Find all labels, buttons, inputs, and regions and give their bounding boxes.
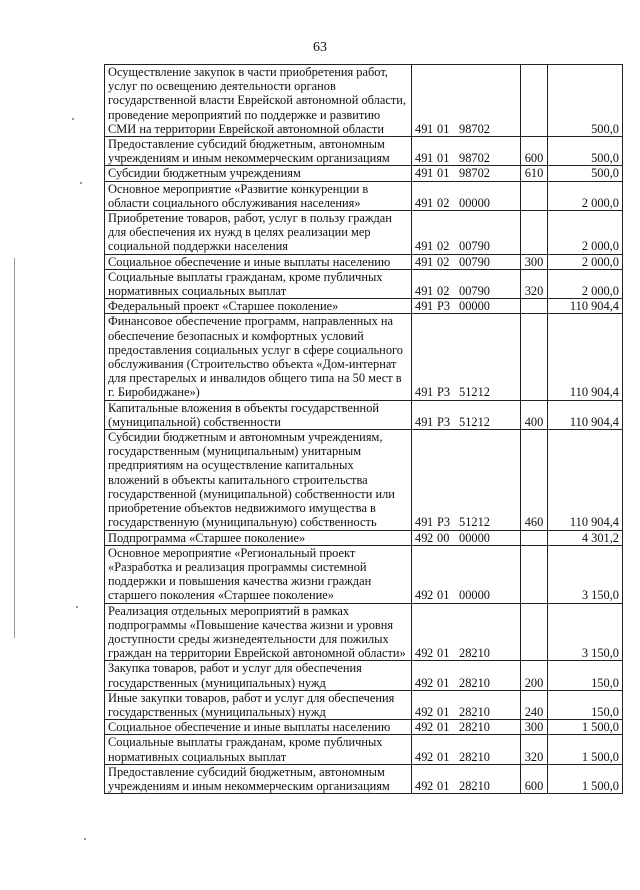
table-row xyxy=(105,211,623,255)
code-segment-c3: P3 xyxy=(437,414,451,429)
row-expense-type: 460 xyxy=(521,430,548,530)
row-target-code xyxy=(412,181,521,210)
code-segment-c3: 01 xyxy=(437,151,450,166)
scan-dot xyxy=(72,118,74,120)
row-target-code xyxy=(412,254,521,269)
code-segment-c2: 2 xyxy=(427,720,434,735)
row-amount: 1 500,0 xyxy=(548,720,623,735)
code-segment-c4: 51212 xyxy=(459,414,490,429)
code-segment-c2: 1 xyxy=(427,414,434,429)
row-amount: 2 000,0 xyxy=(548,254,623,269)
code-segment-c1: 49 xyxy=(415,385,428,400)
table-row xyxy=(105,400,623,429)
row-description: Основное мероприятие «Развитие конкуренции в области социального обслуживания населения» xyxy=(105,181,412,210)
row-description: Закупка товаров, работ и услуг для обеспечения государственных (муниципальных) нужд xyxy=(105,661,412,690)
row-amount: 500,0 xyxy=(548,137,623,166)
row-expense-type xyxy=(521,530,548,545)
budget-table xyxy=(104,64,623,794)
table-row xyxy=(105,735,623,764)
row-expense-type xyxy=(521,545,548,603)
code-segment-c2: 2 xyxy=(427,749,434,764)
code-segment-c1: 49 xyxy=(415,646,428,661)
row-expense-type: 240 xyxy=(521,690,548,719)
code-segment-c1: 49 xyxy=(415,151,428,166)
row-expense-type: 300 xyxy=(521,254,548,269)
row-expense-type xyxy=(521,181,548,210)
row-amount: 150,0 xyxy=(548,661,623,690)
table-row xyxy=(105,603,623,661)
row-amount: 4 301,2 xyxy=(548,530,623,545)
code-segment-c3: 01 xyxy=(437,720,450,735)
code-segment-c4: 51212 xyxy=(459,515,490,530)
code-segment-c2: 1 xyxy=(427,515,434,530)
code-segment-c4: 00000 xyxy=(459,530,490,545)
table-row xyxy=(105,269,623,298)
code-segment-c2: 1 xyxy=(427,299,434,314)
code-segment-c3: 01 xyxy=(437,749,450,764)
code-segment-c2: 2 xyxy=(427,530,434,545)
row-expense-type: 600 xyxy=(521,764,548,793)
code-segment-c3: 01 xyxy=(437,121,450,136)
row-target-code xyxy=(412,661,521,690)
row-target-code xyxy=(412,269,521,298)
code-segment-c4: 28210 xyxy=(459,704,490,719)
row-amount: 110 904,4 xyxy=(548,314,623,400)
code-segment-c1: 49 xyxy=(415,414,428,429)
row-target-code xyxy=(412,166,521,181)
code-segment-c4: 28210 xyxy=(459,778,490,793)
row-target-code xyxy=(412,299,521,314)
code-segment-c3: 01 xyxy=(437,675,450,690)
code-segment-c2: 1 xyxy=(427,385,434,400)
table-row xyxy=(105,545,623,603)
row-target-code xyxy=(412,603,521,661)
code-segment-c4: 28210 xyxy=(459,646,490,661)
code-segment-c3: 01 xyxy=(437,166,450,181)
code-segment-c4: 00790 xyxy=(459,284,490,299)
code-segment-c1: 49 xyxy=(415,195,428,210)
table-row xyxy=(105,137,623,166)
page-number: 63 xyxy=(313,40,327,55)
row-description: Социальные выплаты гражданам, кроме публичных нормативных социальных выплат xyxy=(105,269,412,298)
row-expense-type: 610 xyxy=(521,166,548,181)
code-segment-c3: 01 xyxy=(437,704,450,719)
code-segment-c4: 28210 xyxy=(459,720,490,735)
row-amount: 3 150,0 xyxy=(548,603,623,661)
code-segment-c3: 02 xyxy=(437,195,450,210)
row-expense-type xyxy=(521,211,548,255)
code-segment-c4: 00790 xyxy=(459,239,490,254)
row-description: Социальное обеспечение и иные выплаты населению xyxy=(105,254,412,269)
code-segment-c2: 2 xyxy=(427,646,434,661)
code-segment-c3: 01 xyxy=(437,778,450,793)
scan-dot xyxy=(76,606,78,608)
row-target-code xyxy=(412,211,521,255)
code-segment-c3: P3 xyxy=(437,515,451,530)
code-segment-c3: 01 xyxy=(437,646,450,661)
row-target-code xyxy=(412,545,521,603)
row-expense-type: 400 xyxy=(521,400,548,429)
row-description: Осуществление закупок в части приобретения работ, услуг по освещению деятельности органов государственной власти Еврейской автономной области, проведение мероприятий по поддержке и развитию СМИ на территории Еврейской автономной области xyxy=(105,65,412,137)
code-segment-c1: 49 xyxy=(415,720,428,735)
code-segment-c2: 2 xyxy=(427,588,434,603)
row-target-code xyxy=(412,530,521,545)
table-row xyxy=(105,530,623,545)
code-segment-c4: 00000 xyxy=(459,588,490,603)
table-row xyxy=(105,430,623,530)
row-expense-type xyxy=(521,65,548,137)
code-segment-c1: 49 xyxy=(415,704,428,719)
code-segment-c4: 28210 xyxy=(459,675,490,690)
row-expense-type xyxy=(521,299,548,314)
code-segment-c2: 2 xyxy=(427,778,434,793)
code-segment-c3: P3 xyxy=(437,385,451,400)
table-row xyxy=(105,661,623,690)
row-expense-type: 320 xyxy=(521,269,548,298)
table-row xyxy=(105,690,623,719)
row-expense-type: 600 xyxy=(521,137,548,166)
table-row xyxy=(105,254,623,269)
row-amount: 2 000,0 xyxy=(548,269,623,298)
code-segment-c4: 00790 xyxy=(459,254,490,269)
code-segment-c1: 49 xyxy=(415,515,428,530)
budget-table-body xyxy=(105,65,623,794)
code-segment-c4: 28210 xyxy=(459,749,490,764)
code-segment-c1: 49 xyxy=(415,530,428,545)
row-expense-type: 300 xyxy=(521,720,548,735)
row-description: Подпрограмма «Старшее поколение» xyxy=(105,530,412,545)
row-expense-type xyxy=(521,314,548,400)
code-segment-c4: 00000 xyxy=(459,299,490,314)
code-segment-c2: 1 xyxy=(427,195,434,210)
row-target-code xyxy=(412,137,521,166)
code-segment-c1: 49 xyxy=(415,778,428,793)
row-description: Предоставление субсидий бюджетным, автономным учреждениям и иным некоммерческим организациям xyxy=(105,137,412,166)
table-row xyxy=(105,181,623,210)
code-segment-c2: 1 xyxy=(427,239,434,254)
row-target-code xyxy=(412,764,521,793)
row-description: Социальное обеспечение и иные выплаты населению xyxy=(105,720,412,735)
row-amount: 500,0 xyxy=(548,166,623,181)
row-description: Федеральный проект «Старшее поколение» xyxy=(105,299,412,314)
row-description: Субсидии бюджетным учреждениям xyxy=(105,166,412,181)
code-segment-c1: 49 xyxy=(415,588,428,603)
code-segment-c3: P3 xyxy=(437,299,451,314)
code-segment-c3: 01 xyxy=(437,588,450,603)
row-target-code xyxy=(412,430,521,530)
row-amount: 110 904,4 xyxy=(548,430,623,530)
row-target-code xyxy=(412,314,521,400)
code-segment-c1: 49 xyxy=(415,254,428,269)
code-segment-c1: 49 xyxy=(415,284,428,299)
code-segment-c2: 2 xyxy=(427,704,434,719)
code-segment-c4: 51212 xyxy=(459,385,490,400)
row-amount: 2 000,0 xyxy=(548,211,623,255)
code-segment-c2: 1 xyxy=(427,121,434,136)
row-description: Субсидии бюджетным и автономным учреждениям, государственным (муниципальным) унитарным предприятиям на осуществление капитальных вложений в объекты капитального строительства государственной (муниципальной) собственности или приобретение объектов недвижимого имущества в государственную (муниципальную) собственность xyxy=(105,430,412,530)
code-segment-c1: 49 xyxy=(415,121,428,136)
table-row xyxy=(105,166,623,181)
row-description: Реализация отдельных мероприятий в рамках подпрограммы «Повышение качества жизни и уровня доступности среды жизнедеятельности для пожилых граждан на территории Еврейской автономной области» xyxy=(105,603,412,661)
scan-edge-mark xyxy=(14,258,15,638)
row-description: Социальные выплаты гражданам, кроме публичных нормативных социальных выплат xyxy=(105,735,412,764)
code-segment-c1: 49 xyxy=(415,675,428,690)
code-segment-c2: 1 xyxy=(427,151,434,166)
row-description: Иные закупки товаров, работ и услуг для обеспечения государственных (муниципальных) нужд xyxy=(105,690,412,719)
code-segment-c4: 98702 xyxy=(459,166,490,181)
row-target-code xyxy=(412,690,521,719)
row-description: Предоставление субсидий бюджетным, автономным учреждениям и иным некоммерческим организациям xyxy=(105,764,412,793)
table-row xyxy=(105,720,623,735)
row-amount: 110 904,4 xyxy=(548,299,623,314)
row-amount: 2 000,0 xyxy=(548,181,623,210)
row-description: Приобретение товаров, работ, услуг в пользу граждан для обеспечения их нужд в целях реализации мер социальной поддержки населения xyxy=(105,211,412,255)
table-row xyxy=(105,65,623,137)
table-row xyxy=(105,299,623,314)
table-row xyxy=(105,764,623,793)
code-segment-c2: 1 xyxy=(427,166,434,181)
scan-dot xyxy=(84,838,86,840)
code-segment-c1: 49 xyxy=(415,749,428,764)
code-segment-c3: 02 xyxy=(437,284,450,299)
row-amount: 150,0 xyxy=(548,690,623,719)
row-description: Капитальные вложения в объекты государственной (муниципальной) собственности xyxy=(105,400,412,429)
row-target-code xyxy=(412,735,521,764)
code-segment-c4: 00000 xyxy=(459,195,490,210)
code-segment-c2: 2 xyxy=(427,675,434,690)
row-amount: 1 500,0 xyxy=(548,764,623,793)
row-expense-type: 320 xyxy=(521,735,548,764)
code-segment-c1: 49 xyxy=(415,239,428,254)
row-amount: 500,0 xyxy=(548,65,623,137)
code-segment-c2: 1 xyxy=(427,284,434,299)
code-segment-c4: 98702 xyxy=(459,121,490,136)
scan-dot xyxy=(80,182,82,184)
row-description: Основное мероприятие «Региональный проект «Разработка и реализация программы системной поддержки и повышения качества жизни граждан старшего поколения «Старшее поколение» xyxy=(105,545,412,603)
row-target-code xyxy=(412,65,521,137)
row-expense-type: 200 xyxy=(521,661,548,690)
row-amount: 1 500,0 xyxy=(548,735,623,764)
code-segment-c3: 02 xyxy=(437,254,450,269)
row-target-code xyxy=(412,720,521,735)
row-description: Финансовое обеспечение программ, направленных на обеспечение безопасных и комфортных условий предоставления социальных услуг в сфере социального обслуживания (Строительство объекта «Дом-интернат для престарелых и инвалидов общего типа на 50 мест в г. Биробиджане») xyxy=(105,314,412,400)
code-segment-c4: 98702 xyxy=(459,151,490,166)
row-expense-type xyxy=(521,603,548,661)
table-row xyxy=(105,314,623,400)
code-segment-c2: 1 xyxy=(427,254,434,269)
row-amount: 110 904,4 xyxy=(548,400,623,429)
code-segment-c1: 49 xyxy=(415,166,428,181)
code-segment-c3: 02 xyxy=(437,239,450,254)
row-amount: 3 150,0 xyxy=(548,545,623,603)
code-segment-c3: 00 xyxy=(437,530,450,545)
code-segment-c1: 49 xyxy=(415,299,428,314)
row-target-code xyxy=(412,400,521,429)
